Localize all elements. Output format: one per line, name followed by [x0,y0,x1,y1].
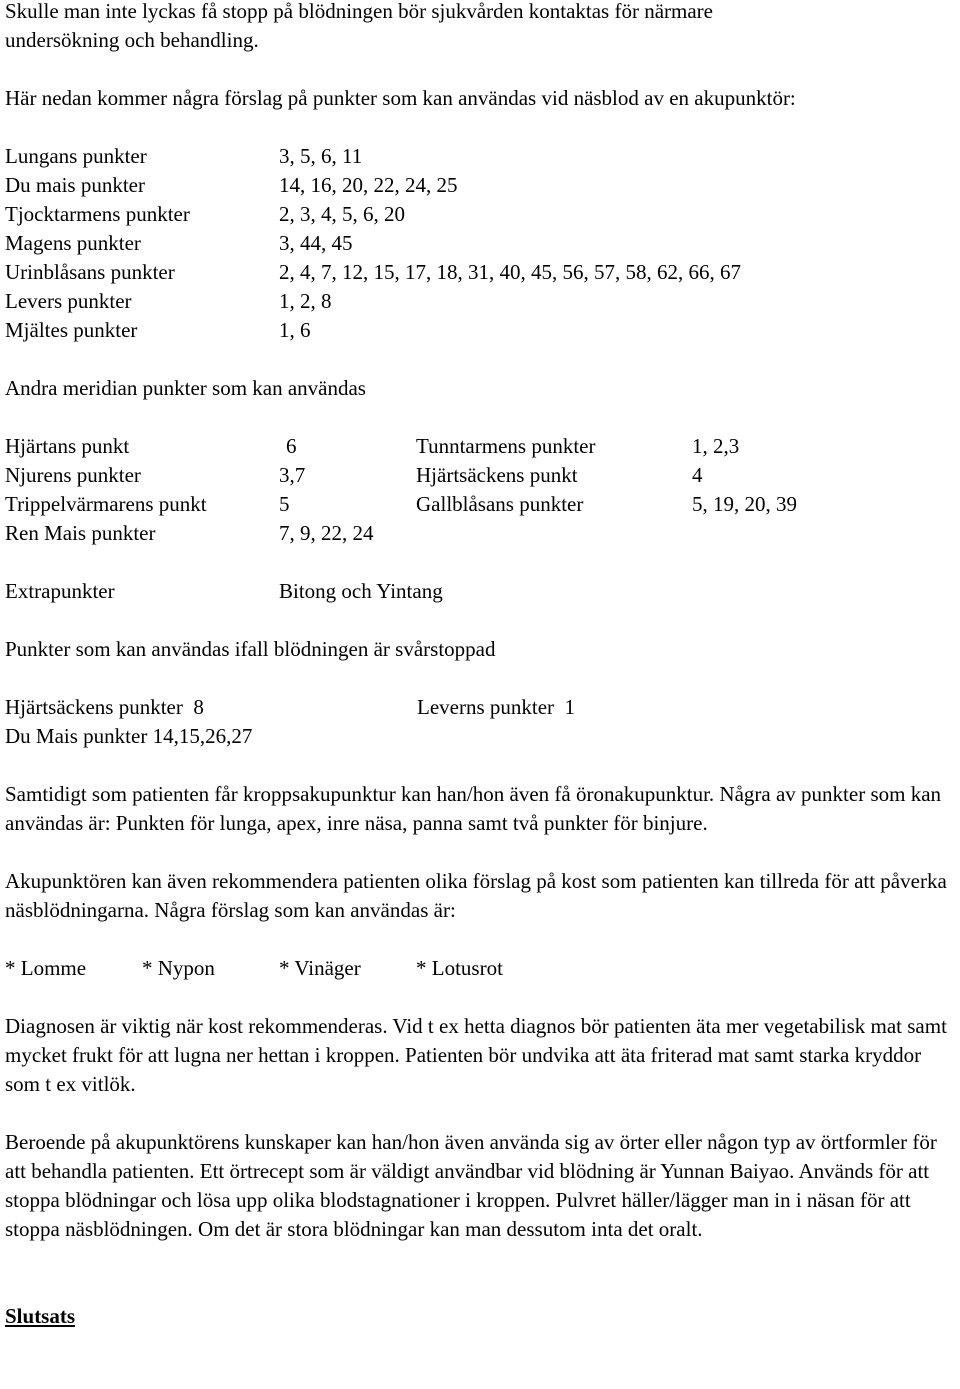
meridian-name: Du mais punkter [5,173,145,197]
other-meridian-row [5,490,955,519]
extra-points-row [5,577,955,606]
meridian-name: Tjocktarmens punkter [5,202,190,226]
meridian-name: Lungans punkter [5,144,147,168]
food-item: * Lotusrot [416,956,503,980]
meridian-table [5,142,955,345]
intro-line-3: Här nedan kommer några förslag på punkter som kan användas vid näsblod av en akupunktör: [5,86,796,110]
meridian-points: 3, 44, 45 [279,231,353,255]
difficult-bleeding-heading: Punkter som kan användas ifall blödningen är svårstoppad [5,637,496,661]
document-page [5,0,955,1331]
food-item: * Nypon [142,956,215,980]
other-meridians-heading: Andra meridian punkter som kan användas [5,376,366,400]
diet-paragraph: Akupunktören kan även rekommendera patienten olika förslag på kost som patienten kan tillreda för att påverka näsblödningarna. Några förslag som kan användas är: [5,869,947,922]
meridian-points: 4 [692,463,703,487]
difficult-points-row [5,722,955,751]
meridian-name: Njurens punkter [5,463,141,487]
meridian-points: 1, 6 [279,318,311,342]
meridian-name: Magens punkter [5,231,141,255]
meridian-name: Trippelvärmarens punkt [5,492,207,516]
diagnosis-paragraph: Diagnosen är viktig när kost rekommenderas. Vid t ex hetta diagnos bör patienten äta mer vegetabilisk mat samt mycket frukt för att lugna ner hettan i kroppen. Patienten bör undvika att äta friterad mat samt starka kryddor som t ex vitlök. [5,1014,947,1096]
meridian-row [5,200,955,229]
meridian-points: 7, 9, 22, 24 [279,521,374,545]
food-item: * Vinäger [279,956,361,980]
meridian-name: Levers punkter [5,289,132,313]
conclusion-heading: Slutsats [5,1304,76,1328]
meridian-points: 2, 3, 4, 5, 6, 20 [279,202,405,226]
intro-line-1: Skulle man inte lyckas få stopp på blödningen bör sjukvården kontaktas för närmare [5,0,713,23]
food-list [5,954,955,983]
meridian-row [5,171,955,200]
meridian-name: Mjältes punkter [5,318,138,342]
other-meridian-row [5,519,955,548]
meridian-name: Ren Mais punkter [5,521,156,545]
meridian-points: 2, 4, 7, 12, 15, 17, 18, 31, 40, 45, 56, 57, 58, 62, 66, 67 [279,260,741,284]
meridian-row [5,287,955,316]
other-meridian-row [5,461,955,490]
difficult-points-row [5,693,955,722]
meridian-points: 5 [279,492,290,516]
meridian-name: Hjärtsäckens punkt [416,463,578,487]
meridian-points: 6 [286,434,297,458]
meridian-name: Hjärtans punkt [5,434,130,458]
meridian-points: 1, 2, 8 [279,289,332,313]
meridian-name: Tunntarmens punkter [416,434,596,458]
food-item: * Lomme [5,956,87,980]
difficult-points-item: Du Mais punkter 14,15,26,27 [5,724,253,748]
meridian-name: Gallblåsans punkter [416,492,584,516]
ear-acupuncture-paragraph: Samtidigt som patienten får kroppsakupunktur kan han/hon även få öronakupunktur. Några av punkter som kan användas är: Punkten för lunga, apex, inre näsa, panna samt två punkter för binjure. [5,782,942,835]
meridian-row [5,142,955,171]
meridian-name [416,519,692,548]
meridian-points: 3, 5, 6, 11 [279,144,363,168]
extra-points-label: Extrapunkter [5,579,115,603]
meridian-points: 14, 16, 20, 22, 24, 25 [279,173,458,197]
meridian-points: 1, 2,3 [692,434,740,458]
meridian-name: Urinblåsans punkter [5,260,175,284]
other-meridian-row [5,432,955,461]
meridian-points: 5, 19, 20, 39 [692,492,797,516]
herbs-paragraph: Beroende på akupunktörens kunskaper kan han/hon även använda sig av örter eller någon typ av örtformler för att behandla patienten. Ett örtrecept som är väldigt användbar vid blödning är Yunnan Baiyao. Används för att stoppa blödningar och lösa upp olika blodstagnationer i kroppen. Pulvret häller/lägger man in i näsan för att stoppa näsblödningen. Om det är stora blödningar kan man dessutom inta det oralt. [5,1130,937,1241]
meridian-row [5,316,955,345]
difficult-points-item: Hjärtsäckens punkter 8 [5,695,204,719]
extra-points-value: Bitong och Yintang [279,579,443,603]
other-meridian-table [5,432,955,548]
difficult-points-item: Leverns punkter 1 [417,695,576,719]
intro-line-2: undersökning och behandling. [5,28,259,52]
meridian-row [5,229,955,258]
meridian-row [5,258,955,287]
meridian-points: 3,7 [279,463,306,487]
